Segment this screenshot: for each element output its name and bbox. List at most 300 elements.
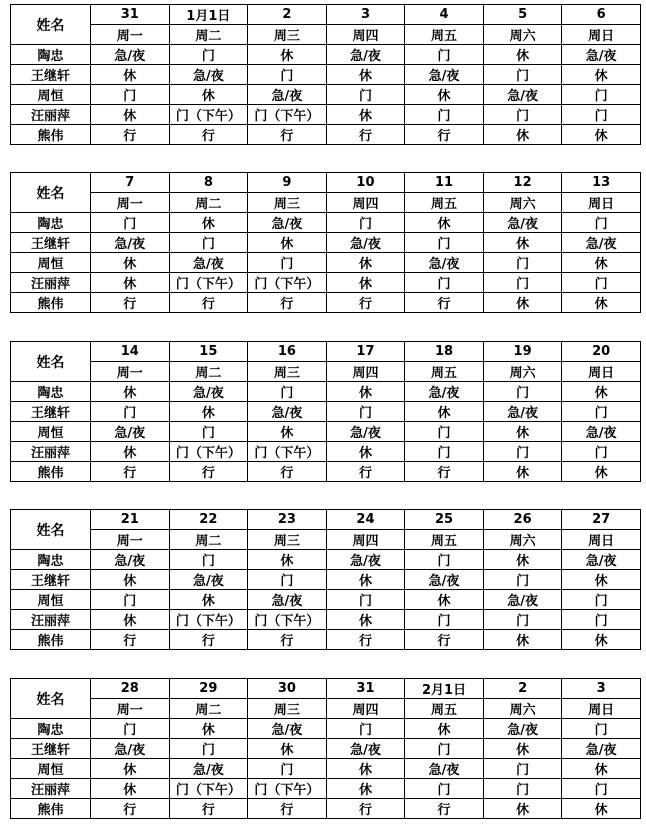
staff-row <box>11 759 641 779</box>
date-cell: 19 <box>483 342 562 362</box>
staff-name: 周恒 <box>11 253 91 273</box>
weekday-cell: 周六 <box>483 362 562 382</box>
date-cell: 15 <box>169 342 248 362</box>
shift-cell: 休 <box>326 65 405 85</box>
shift-cell: 急/夜 <box>405 382 484 402</box>
shift-cell: 门 <box>405 550 484 570</box>
shift-cell: 门 <box>405 233 484 253</box>
date-cell: 22 <box>169 510 248 530</box>
shift-cell: 急/夜 <box>91 233 170 253</box>
shift-cell: 休 <box>91 253 170 273</box>
shift-cell: 门 <box>405 739 484 759</box>
shift-cell: 门 <box>405 105 484 125</box>
date-cell: 25 <box>405 510 484 530</box>
shift-cell: 门 <box>91 719 170 739</box>
shift-cell: 休 <box>326 570 405 590</box>
shift-cell: 门 <box>326 213 405 233</box>
weekday-row <box>11 193 641 213</box>
date-cell: 2月1日 <box>405 679 484 699</box>
shift-cell: 门（下午） <box>169 105 248 125</box>
shift-cell: 门 <box>248 759 327 779</box>
weekday-cell: 周四 <box>326 193 405 213</box>
weekday-cell: 周二 <box>169 530 248 550</box>
shift-cell: 休 <box>562 125 641 145</box>
staff-row <box>11 422 641 442</box>
shift-cell: 行 <box>248 799 327 819</box>
shift-cell: 门（下午） <box>248 273 327 293</box>
shift-cell: 行 <box>326 125 405 145</box>
shift-cell: 行 <box>405 630 484 650</box>
staff-row <box>11 253 641 273</box>
date-cell: 24 <box>326 510 405 530</box>
shift-cell: 行 <box>405 293 484 313</box>
name-header: 姓名 <box>11 5 91 45</box>
weekday-row <box>11 25 641 45</box>
shift-cell: 行 <box>91 293 170 313</box>
shift-cell: 休 <box>326 253 405 273</box>
shift-cell: 休 <box>248 45 327 65</box>
shift-cell: 行 <box>405 799 484 819</box>
staff-row <box>11 233 641 253</box>
weekday-cell: 周一 <box>91 362 170 382</box>
shift-cell: 门 <box>405 422 484 442</box>
staff-row <box>11 213 641 233</box>
staff-row <box>11 719 641 739</box>
staff-name: 熊伟 <box>11 293 91 313</box>
shift-cell: 门 <box>483 779 562 799</box>
staff-name: 陶忠 <box>11 213 91 233</box>
weekday-cell: 周二 <box>169 362 248 382</box>
date-cell: 8 <box>169 173 248 193</box>
staff-row <box>11 630 641 650</box>
shift-cell: 急/夜 <box>91 739 170 759</box>
shift-cell: 急/夜 <box>483 402 562 422</box>
staff-row <box>11 125 641 145</box>
weekday-cell: 周六 <box>483 193 562 213</box>
shift-cell: 休 <box>483 630 562 650</box>
weekday-cell: 周日 <box>562 25 641 45</box>
staff-name: 王继轩 <box>11 739 91 759</box>
staff-row <box>11 462 641 482</box>
shift-cell: 门（下午） <box>169 273 248 293</box>
shift-cell: 门 <box>326 719 405 739</box>
shift-cell: 门 <box>405 442 484 462</box>
shift-cell: 休 <box>326 442 405 462</box>
shift-cell: 门 <box>405 273 484 293</box>
shift-cell: 行 <box>248 630 327 650</box>
shift-cell: 休 <box>562 253 641 273</box>
shift-cell: 门 <box>562 610 641 630</box>
staff-name: 陶忠 <box>11 719 91 739</box>
staff-row <box>11 45 641 65</box>
shift-cell: 行 <box>169 293 248 313</box>
weekday-cell: 周三 <box>248 193 327 213</box>
staff-name: 汪丽萍 <box>11 779 91 799</box>
shift-cell: 急/夜 <box>91 550 170 570</box>
shift-cell: 行 <box>91 799 170 819</box>
shift-cell: 门 <box>169 739 248 759</box>
staff-name: 陶忠 <box>11 550 91 570</box>
shift-cell: 休 <box>483 125 562 145</box>
weekday-cell: 周日 <box>562 530 641 550</box>
shift-cell: 休 <box>248 233 327 253</box>
shift-cell: 门（下午） <box>169 610 248 630</box>
shift-cell: 门 <box>483 253 562 273</box>
shift-cell: 休 <box>483 550 562 570</box>
staff-name: 王继轩 <box>11 402 91 422</box>
date-cell: 11 <box>405 173 484 193</box>
shift-cell: 门 <box>562 590 641 610</box>
shift-cell: 急/夜 <box>483 590 562 610</box>
week-block <box>10 4 640 145</box>
shift-cell: 门 <box>483 382 562 402</box>
shift-cell: 休 <box>91 610 170 630</box>
staff-row <box>11 273 641 293</box>
staff-name: 熊伟 <box>11 462 91 482</box>
shift-cell: 休 <box>248 422 327 442</box>
shift-cell: 急/夜 <box>169 759 248 779</box>
weekday-cell: 周五 <box>405 25 484 45</box>
weekday-cell: 周一 <box>91 699 170 719</box>
shift-cell: 急/夜 <box>248 402 327 422</box>
shift-cell: 急/夜 <box>248 85 327 105</box>
shift-cell: 门 <box>405 779 484 799</box>
shift-cell: 休 <box>483 293 562 313</box>
name-header: 姓名 <box>11 173 91 213</box>
shift-cell: 休 <box>326 273 405 293</box>
shift-cell: 急/夜 <box>169 65 248 85</box>
shift-cell: 行 <box>91 630 170 650</box>
shift-cell: 门（下午） <box>248 105 327 125</box>
shift-cell: 急/夜 <box>326 422 405 442</box>
staff-row <box>11 293 641 313</box>
shift-cell: 门 <box>169 233 248 253</box>
date-row <box>11 5 641 25</box>
shift-cell: 急/夜 <box>248 590 327 610</box>
shift-cell: 休 <box>91 105 170 125</box>
shift-cell: 休 <box>562 759 641 779</box>
weekday-cell: 周日 <box>562 193 641 213</box>
shift-cell: 急/夜 <box>562 422 641 442</box>
shift-cell: 休 <box>562 382 641 402</box>
shift-cell: 门 <box>405 610 484 630</box>
staff-name: 熊伟 <box>11 125 91 145</box>
staff-name: 周恒 <box>11 422 91 442</box>
date-cell: 29 <box>169 679 248 699</box>
shift-cell: 门 <box>91 213 170 233</box>
shift-cell: 休 <box>562 65 641 85</box>
staff-row <box>11 610 641 630</box>
staff-row <box>11 799 641 819</box>
shift-cell: 行 <box>91 125 170 145</box>
staff-name: 周恒 <box>11 590 91 610</box>
week-block <box>10 341 640 482</box>
staff-row <box>11 739 641 759</box>
weekday-cell: 周五 <box>405 193 484 213</box>
shift-cell: 休 <box>405 402 484 422</box>
weekday-row <box>11 699 641 719</box>
staff-name: 汪丽萍 <box>11 273 91 293</box>
weekday-cell: 周四 <box>326 699 405 719</box>
date-cell: 31 <box>91 5 170 25</box>
shift-cell: 休 <box>169 719 248 739</box>
staff-name: 王继轩 <box>11 570 91 590</box>
name-header: 姓名 <box>11 679 91 719</box>
shift-cell: 门（下午） <box>248 442 327 462</box>
shift-cell: 门（下午） <box>248 610 327 630</box>
date-cell: 1月1日 <box>169 5 248 25</box>
shift-cell: 门 <box>483 65 562 85</box>
shift-cell: 门 <box>248 65 327 85</box>
shift-cell: 休 <box>562 799 641 819</box>
week-block <box>10 678 640 819</box>
shift-cell: 休 <box>326 610 405 630</box>
shift-cell: 行 <box>169 462 248 482</box>
name-header: 姓名 <box>11 342 91 382</box>
week-table <box>10 172 641 313</box>
shift-cell: 休 <box>562 570 641 590</box>
staff-row <box>11 85 641 105</box>
weekday-cell: 周六 <box>483 530 562 550</box>
shift-cell: 休 <box>169 213 248 233</box>
weekday-cell: 周二 <box>169 699 248 719</box>
shift-cell: 门（下午） <box>248 779 327 799</box>
shift-cell: 休 <box>562 293 641 313</box>
shift-cell: 门 <box>562 273 641 293</box>
date-cell: 20 <box>562 342 641 362</box>
shift-cell: 门 <box>483 273 562 293</box>
shift-cell: 门 <box>562 402 641 422</box>
shift-cell: 行 <box>248 462 327 482</box>
staff-row <box>11 570 641 590</box>
date-cell: 4 <box>405 5 484 25</box>
weekday-cell: 周三 <box>248 362 327 382</box>
date-cell: 3 <box>562 679 641 699</box>
shift-cell: 急/夜 <box>326 45 405 65</box>
shift-cell: 休 <box>169 590 248 610</box>
shift-cell: 休 <box>405 719 484 739</box>
shift-cell: 门 <box>483 570 562 590</box>
date-cell: 17 <box>326 342 405 362</box>
staff-name: 汪丽萍 <box>11 610 91 630</box>
shift-cell: 休 <box>169 85 248 105</box>
weekday-row <box>11 530 641 550</box>
shift-cell: 行 <box>405 125 484 145</box>
date-cell: 2 <box>248 5 327 25</box>
date-cell: 6 <box>562 5 641 25</box>
shift-cell: 休 <box>91 65 170 85</box>
shift-cell: 门 <box>483 442 562 462</box>
shift-cell: 休 <box>483 462 562 482</box>
shift-cell: 急/夜 <box>405 570 484 590</box>
shift-cell: 门 <box>562 442 641 462</box>
shift-cell: 急/夜 <box>248 719 327 739</box>
week-table <box>10 341 641 482</box>
staff-row <box>11 590 641 610</box>
shift-cell: 门 <box>562 213 641 233</box>
weekday-cell: 周六 <box>483 699 562 719</box>
shift-cell: 急/夜 <box>326 739 405 759</box>
date-cell: 28 <box>91 679 170 699</box>
name-header: 姓名 <box>11 510 91 550</box>
shift-cell: 门 <box>562 105 641 125</box>
shift-cell: 急/夜 <box>562 45 641 65</box>
staff-name: 周恒 <box>11 759 91 779</box>
shift-cell: 行 <box>326 293 405 313</box>
shift-cell: 休 <box>483 799 562 819</box>
shift-cell: 休 <box>91 759 170 779</box>
shift-cell: 休 <box>326 382 405 402</box>
weekday-cell: 周三 <box>248 530 327 550</box>
weekday-cell: 周二 <box>169 193 248 213</box>
weekday-cell: 周五 <box>405 362 484 382</box>
date-cell: 27 <box>562 510 641 530</box>
weekday-cell: 周一 <box>91 530 170 550</box>
shift-cell: 门 <box>169 422 248 442</box>
shift-cell: 行 <box>169 125 248 145</box>
shift-cell: 急/夜 <box>326 233 405 253</box>
date-row <box>11 510 641 530</box>
date-cell: 18 <box>405 342 484 362</box>
shift-cell: 门（下午） <box>169 779 248 799</box>
date-cell: 10 <box>326 173 405 193</box>
week-block <box>10 509 640 650</box>
shift-cell: 休 <box>91 382 170 402</box>
shift-cell: 门 <box>405 45 484 65</box>
shift-cell: 门（下午） <box>169 442 248 462</box>
weekday-cell: 周三 <box>248 25 327 45</box>
date-row <box>11 342 641 362</box>
shift-cell: 休 <box>562 630 641 650</box>
weekday-cell: 周日 <box>562 699 641 719</box>
staff-row <box>11 779 641 799</box>
weekday-cell: 周日 <box>562 362 641 382</box>
shift-cell: 急/夜 <box>405 65 484 85</box>
shift-cell: 门 <box>483 610 562 630</box>
weekday-cell: 周一 <box>91 25 170 45</box>
shift-cell: 急/夜 <box>483 213 562 233</box>
shift-cell: 门 <box>169 550 248 570</box>
shift-cell: 休 <box>169 402 248 422</box>
date-cell: 16 <box>248 342 327 362</box>
weekday-cell: 周五 <box>405 699 484 719</box>
shift-cell: 门 <box>326 590 405 610</box>
date-cell: 31 <box>326 679 405 699</box>
shift-cell: 急/夜 <box>405 759 484 779</box>
shift-cell: 门 <box>483 105 562 125</box>
staff-name: 汪丽萍 <box>11 442 91 462</box>
weekday-row <box>11 362 641 382</box>
date-cell: 14 <box>91 342 170 362</box>
shift-cell: 门 <box>91 85 170 105</box>
shift-cell: 行 <box>169 630 248 650</box>
weekday-cell: 周二 <box>169 25 248 45</box>
shift-cell: 急/夜 <box>483 85 562 105</box>
shift-cell: 门 <box>91 402 170 422</box>
shift-cell: 休 <box>91 570 170 590</box>
shift-cell: 门 <box>91 590 170 610</box>
shift-cell: 休 <box>248 550 327 570</box>
date-cell: 12 <box>483 173 562 193</box>
shift-cell: 休 <box>91 273 170 293</box>
shift-cell: 急/夜 <box>248 213 327 233</box>
shift-cell: 门 <box>562 779 641 799</box>
staff-name: 陶忠 <box>11 382 91 402</box>
week-table <box>10 4 641 145</box>
date-cell: 7 <box>91 173 170 193</box>
weekday-cell: 周四 <box>326 25 405 45</box>
staff-name: 熊伟 <box>11 630 91 650</box>
date-cell: 3 <box>326 5 405 25</box>
date-cell: 26 <box>483 510 562 530</box>
shift-cell: 急/夜 <box>169 570 248 590</box>
shift-cell: 急/夜 <box>562 233 641 253</box>
shift-cell: 休 <box>483 45 562 65</box>
weekday-cell: 周三 <box>248 699 327 719</box>
week-block <box>10 172 640 313</box>
staff-name: 王继轩 <box>11 233 91 253</box>
shift-cell: 行 <box>248 125 327 145</box>
date-cell: 30 <box>248 679 327 699</box>
staff-row <box>11 65 641 85</box>
staff-name: 陶忠 <box>11 45 91 65</box>
shift-cell: 门 <box>483 759 562 779</box>
staff-name: 汪丽萍 <box>11 105 91 125</box>
shift-cell: 急/夜 <box>326 550 405 570</box>
shift-cell: 行 <box>326 799 405 819</box>
shift-cell: 休 <box>91 779 170 799</box>
shift-cell: 门 <box>248 382 327 402</box>
date-cell: 5 <box>483 5 562 25</box>
shift-cell: 急/夜 <box>405 253 484 273</box>
staff-row <box>11 382 641 402</box>
shift-cell: 休 <box>405 213 484 233</box>
staff-name: 王继轩 <box>11 65 91 85</box>
shift-cell: 休 <box>326 759 405 779</box>
week-table <box>10 509 641 650</box>
date-cell: 13 <box>562 173 641 193</box>
shift-cell: 急/夜 <box>483 719 562 739</box>
shift-cell: 休 <box>405 85 484 105</box>
shift-cell: 门 <box>326 402 405 422</box>
shift-cell: 行 <box>91 462 170 482</box>
staff-row <box>11 402 641 422</box>
week-table <box>10 678 641 819</box>
shift-cell: 休 <box>483 739 562 759</box>
shift-cell: 行 <box>169 799 248 819</box>
shift-cell: 休 <box>248 739 327 759</box>
staff-row <box>11 550 641 570</box>
shift-cell: 急/夜 <box>169 253 248 273</box>
shift-cell: 急/夜 <box>169 382 248 402</box>
shift-cell: 门 <box>248 253 327 273</box>
shift-cell: 休 <box>326 779 405 799</box>
date-cell: 9 <box>248 173 327 193</box>
date-row <box>11 679 641 699</box>
shift-cell: 门 <box>562 85 641 105</box>
shift-cell: 行 <box>326 462 405 482</box>
shift-cell: 门 <box>562 719 641 739</box>
shift-cell: 行 <box>326 630 405 650</box>
shift-cell: 门 <box>248 570 327 590</box>
date-cell: 21 <box>91 510 170 530</box>
weekday-cell: 周四 <box>326 362 405 382</box>
shift-cell: 急/夜 <box>91 45 170 65</box>
weekday-cell: 周五 <box>405 530 484 550</box>
shift-cell: 行 <box>248 293 327 313</box>
date-cell: 23 <box>248 510 327 530</box>
staff-name: 周恒 <box>11 85 91 105</box>
